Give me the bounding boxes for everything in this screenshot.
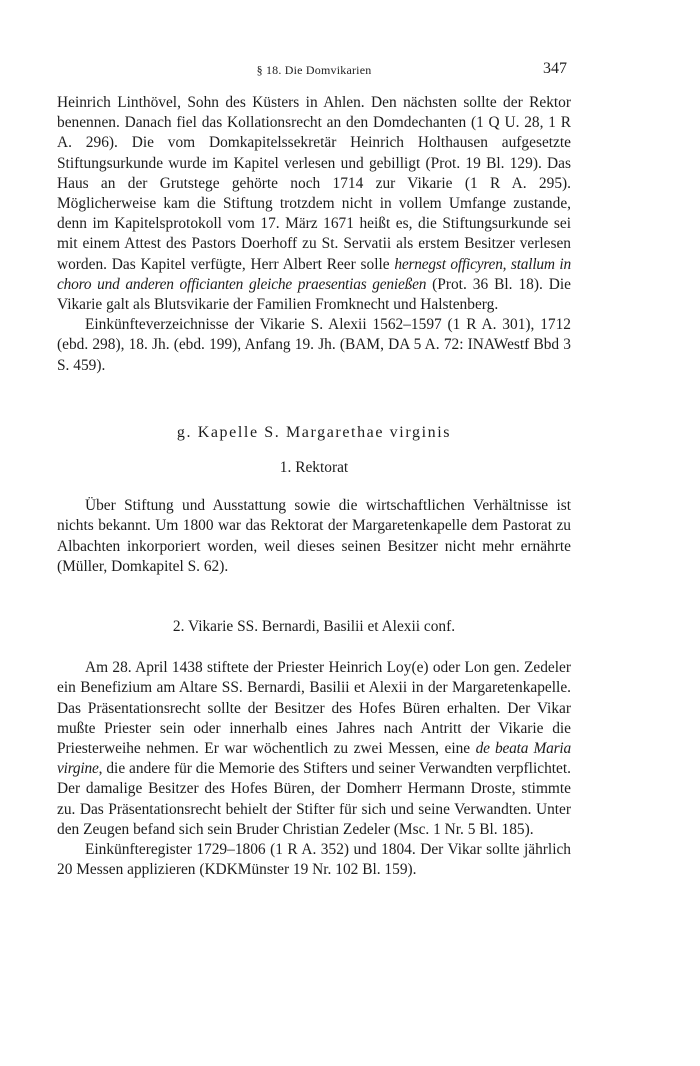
section-heading: g. Kapelle S. Margarethae virginis <box>176 423 452 441</box>
subsection-heading-vikarie: 2. Vikarie SS. Bernardi, Basilii et Alexii conf. <box>172 618 456 636</box>
paragraph-text: Heinrich Linthövel, Sohn des Küsters in Ahlen. Den nächsten sollte der Rektor benennen. Danach fiel das Kollationsrecht an den Domdechanten (1 Q U. 28, 1 R A. 296). Die vom Domkapitelssekretär Heinrich Holthausen aufgesetzte Stiftungsurkunde wurde im Kapitel verlesen und gebilligt (Prot. 19 Bl. 129). Das Haus an der Grutstege gehörte noch 1714 zur Vikarie (1 R A. 295). Möglicherweise kam die Stiftung trotzdem nicht in vollem Umfange zustande, denn im Kapitelsprotokoll vom 17. März 1671 heißt es, die Stiftungsurkunde sei mit einem Attest des Pastors Doerhoff zu St. Servatii als erstem Besitzer verlesen worden. Das Kapitel verfügte, Herr Albert Reer solle <box>57 94 571 273</box>
paragraph-income-records: Einkünfteverzeichnisse der Vikarie S. Alexii 1562–1597 (1 R A. 301), 1712 (ebd. 298), 18. Jh. (ebd. 199), Anfang 19. Jh. (BAM, DA 5 A. 72: INAWestf Bbd 3 S. 459). <box>57 316 571 374</box>
paragraph-vikarie-income: Einkünfteregister 1729–1806 (1 R A. 352) und 1804. Der Vikar sollte jährlich 20 Messen applizieren (KDKMünster 19 Nr. 102 Bl. 159). <box>57 841 571 879</box>
paragraph-rektorat: Über Stiftung und Ausstattung sowie die wirtschaftlichen Verhältnisse ist nichts bekannt. Um 1800 war das Rektorat der Margaretenkapelle dem Pastorat zu Albachten inkorporiert worden, weil dieses seinen Besitzer nicht mehr ernährte (Müller, Domkapitel S. 62). <box>57 497 571 575</box>
page-body <box>57 93 571 881</box>
paragraph-vikarie-foundation <box>57 658 571 840</box>
latin-quote: de beata Maria virgine <box>57 740 571 778</box>
running-header <box>57 60 571 82</box>
paragraph-text: (Prot. 36 Bl. 18). Die Vikarie galt als Blutsvikarie der Familien Fromknecht und Halstenberg. <box>57 275 572 314</box>
paragraph-text: , die andere für die Memorie des Stifters und seiner Verwandten verpflichtet. Der damalige Besitzer des Hofes Büren, der Domherr Hermann Droste, stimmte zu. Das Präsentationsrecht behielt der Stifter für sich und seine Verwandten. Unter den Zeugen befand sich sein Bruder Christian Zedeler (Msc. 1 Nr. 5 Bl. 185). <box>57 760 571 838</box>
page-number: 347 <box>543 60 567 77</box>
subsection-heading-rektorat: 1. Rektorat <box>279 459 349 477</box>
paragraph-text: Am 28. April 1438 stiftete der Priester Heinrich Loy(e) oder Lon gen. Zedeler ein Benefizium am Altare SS. Bernardi, Basilii et Alexii in der Margaretenkapelle. Das Präsentationsrecht sollte der Besitzer des Hofes Büren erhalten. Der Vikar mußte Priester sein oder innerhalb eines Jahres nach Antritt der Vikarie die Priesterweihe nehmen. Er war wöchentlich zu zwei Messen, eine <box>57 659 571 758</box>
paragraph-continuation <box>57 93 571 315</box>
latin-quote: hernegst officyren, stallum in choro und anderen officianten gleiche praesentias genießen <box>57 255 571 293</box>
running-title: § 18. Die Domvikarien <box>256 63 372 77</box>
